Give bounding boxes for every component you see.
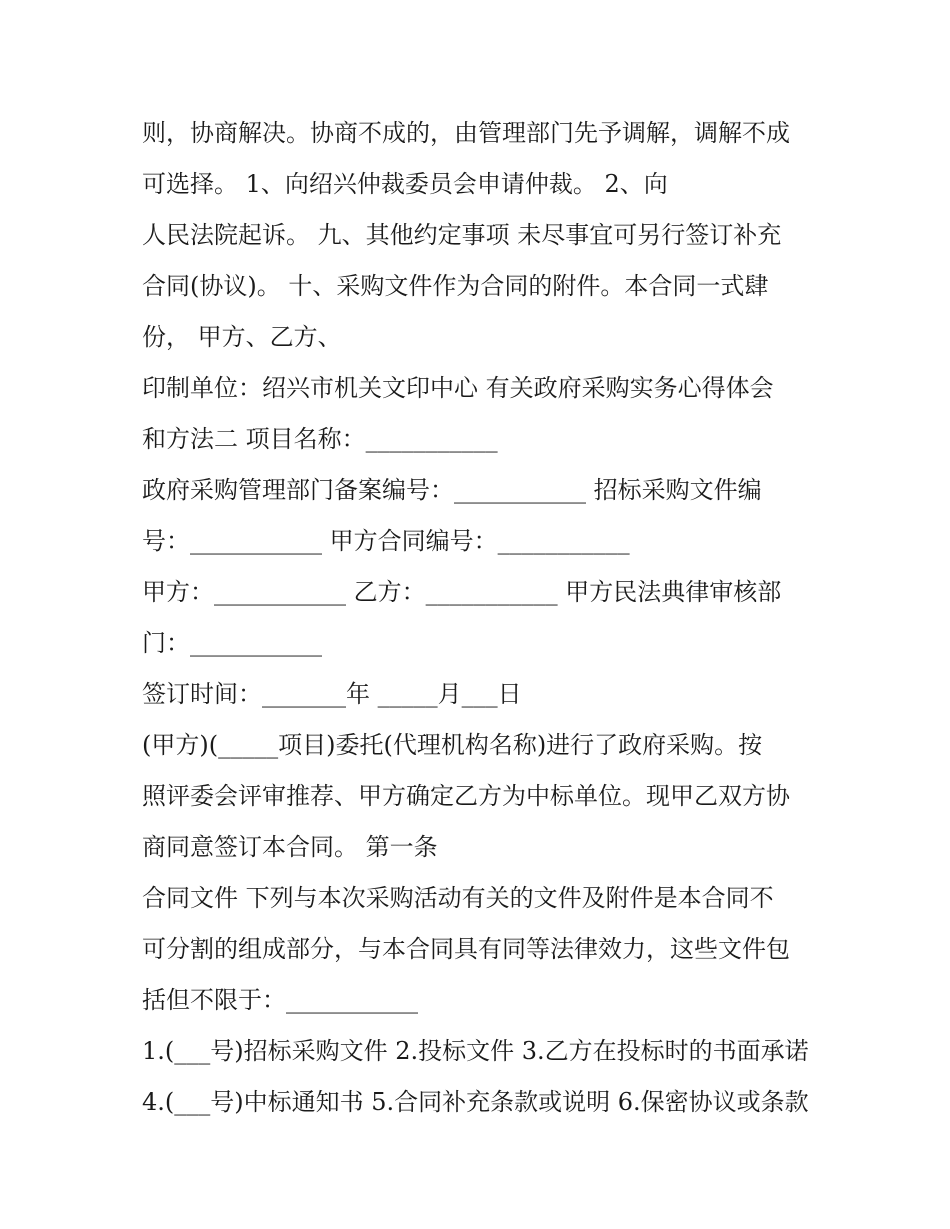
text-line: 可分割的组成部分，与本合同具有同等法律效力，这些文件包 xyxy=(142,935,790,963)
text-line: 甲方：___________ 乙方：___________ 甲方民法典律审核部 xyxy=(142,578,782,606)
text-line: 照评委会评审推荐、甲方确定乙方为中标单位。现甲乙双方协 xyxy=(142,782,790,810)
text-line: 合同文件 下列与本次采购活动有关的文件及附件是本合同不 xyxy=(142,884,774,912)
text-line: 门：___________ xyxy=(142,629,322,657)
document-body xyxy=(142,108,822,1128)
text-line: 号：___________ 甲方合同编号：___________ xyxy=(142,527,630,555)
text-line: 和方法二 项目名称：___________ xyxy=(142,425,498,453)
text-line: 4.(___号)中标通知书 5.合同补充条款或说明 6.保密协议或条款 xyxy=(142,1088,809,1116)
text-line: 人民法院起诉。 九、其他约定事项 未尽事宜可另行签订补充 xyxy=(142,221,782,249)
text-line: 份， 甲方、乙方、 xyxy=(142,323,342,351)
text-line: 1.(___号)招标采购文件 2.投标文件 3.乙方在投标时的书面承诺 xyxy=(142,1037,809,1065)
text-line: 印制单位：绍兴市机关文印中心 有关政府采购实务心得体会 xyxy=(142,374,774,402)
text-line: 括但不限于：___________ xyxy=(142,986,418,1014)
text-line: (甲方)(_____项目)委托(代理机构名称)进行了政府采购。按 xyxy=(142,731,763,759)
text-line: 合同(协议)。 十、采购文件作为合同的附件。本合同一式肆 xyxy=(142,272,769,300)
text-line: 签订时间：_______年 _____月___日 xyxy=(142,680,522,708)
text-line: 可选择。 1、向绍兴仲裁委员会申请仲裁。 2、向 xyxy=(142,170,668,198)
text-line: 商同意签订本合同。 第一条 xyxy=(142,833,438,861)
text-line: 则，协商解决。协商不成的，由管理部门先予调解，调解不成 xyxy=(142,119,790,147)
text-line: 政府采购管理部门备案编号：___________ 招标采购文件编 xyxy=(142,476,762,504)
